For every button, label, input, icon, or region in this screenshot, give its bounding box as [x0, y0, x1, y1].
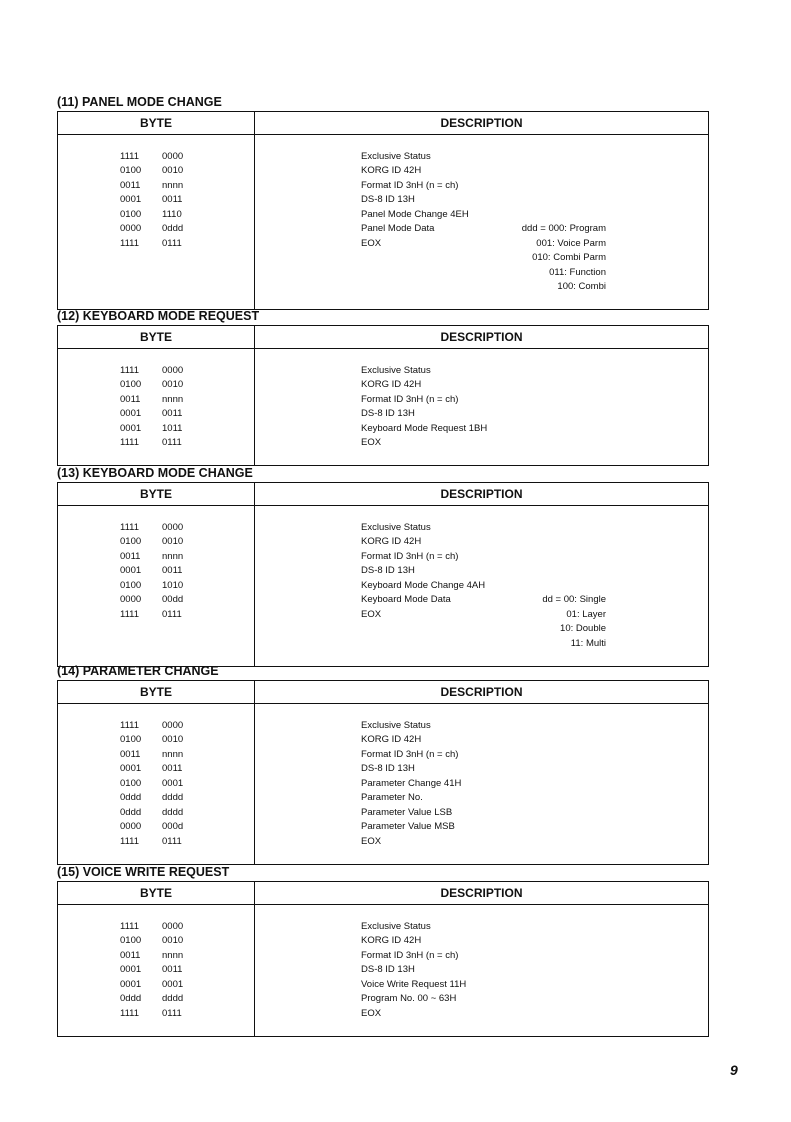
table-row — [58, 436, 709, 451]
description-text: KORG ID 42H — [361, 734, 422, 745]
page-number: 9 — [730, 1062, 738, 1078]
description-text: EOX — [361, 1007, 382, 1019]
byte-low-nibble: 0000 — [162, 920, 184, 932]
byte-low-nibble: 0111 — [162, 835, 182, 847]
table-row — [58, 378, 709, 393]
table-row — [58, 963, 709, 978]
byte-high-nibble: 0ddd — [120, 806, 142, 818]
value-note: 10: Double — [560, 623, 606, 634]
section-title: (13) KEYBOARD MODE CHANGE — [57, 466, 253, 480]
byte-high-nibble: 0011 — [120, 179, 141, 191]
byte-high-nibble: 0011 — [120, 393, 141, 405]
byte-low-nibble: nnnn — [162, 393, 184, 405]
byte-high-nibble: 0000 — [120, 594, 142, 605]
byte-high-nibble: 1111 — [120, 719, 140, 731]
description-text: Exclusive Status — [361, 364, 431, 376]
description-text: Exclusive Status — [361, 719, 431, 731]
byte-high-nibble: 0001 — [120, 194, 142, 205]
table-row — [58, 777, 709, 792]
description-text: Format ID 3nH (n = ch) — [361, 550, 459, 562]
description-text: Keyboard Mode Change 4AH — [361, 579, 486, 591]
description-text: Parameter Change 41H — [361, 777, 462, 789]
description-text: Parameter No. — [361, 792, 423, 803]
table-row — [58, 593, 709, 608]
description-column-header: DESCRIPTION — [255, 112, 709, 135]
description-column-header: DESCRIPTION — [255, 483, 709, 506]
byte-low-nibble: 00dd — [162, 594, 184, 605]
byte-column-header: BYTE — [58, 326, 255, 349]
byte-low-nibble: 0111 — [162, 437, 182, 448]
table-row — [58, 978, 709, 993]
byte-low-nibble: 0011 — [162, 408, 183, 419]
byte-low-nibble: nnnn — [162, 179, 184, 191]
byte-column-header: BYTE — [58, 681, 255, 704]
byte-high-nibble: 0011 — [120, 550, 141, 562]
description-text: Keyboard Mode Data — [361, 594, 451, 605]
description-text: DS-8 ID 13H — [361, 964, 415, 975]
byte-high-nibble: 1111 — [120, 1007, 140, 1019]
byte-high-nibble: 0100 — [120, 536, 142, 547]
table-row — [58, 407, 709, 422]
table-row — [58, 637, 709, 652]
byte-high-nibble: 0000 — [120, 821, 142, 832]
table-row — [58, 748, 709, 763]
section-title: (15) VOICE WRITE REQUEST — [57, 865, 230, 879]
description-text: KORG ID 42H — [361, 165, 422, 176]
description-column-header: DESCRIPTION — [255, 882, 709, 905]
byte-high-nibble: 0001 — [120, 565, 142, 576]
table-row — [58, 164, 709, 179]
byte-column-header: BYTE — [58, 112, 255, 135]
description-text: EOX — [361, 437, 382, 448]
byte-low-nibble: nnnn — [162, 550, 184, 562]
byte-low-nibble: 0010 — [162, 935, 184, 946]
byte-low-nibble: 0001 — [162, 777, 184, 789]
byte-high-nibble: 0001 — [120, 978, 142, 990]
value-note: 001: Voice Parm — [536, 237, 606, 249]
byte-high-nibble: 0100 — [120, 208, 142, 220]
byte-low-nibble: 0010 — [162, 734, 184, 745]
table-row — [58, 208, 709, 223]
description-text: Parameter Value MSB — [361, 821, 455, 832]
byte-high-nibble: 1111 — [120, 521, 140, 533]
byte-low-nibble: 1011 — [162, 422, 183, 434]
table-row — [58, 280, 709, 295]
byte-column-header: BYTE — [58, 483, 255, 506]
description-text: DS-8 ID 13H — [361, 194, 415, 205]
description-text: Keyboard Mode Request 1BH — [361, 422, 488, 434]
table-row — [58, 193, 709, 208]
description-text: EOX — [361, 237, 382, 249]
byte-high-nibble: 0000 — [120, 223, 142, 234]
byte-low-nibble: 0001 — [162, 978, 184, 990]
description-text: DS-8 ID 13H — [361, 763, 415, 774]
description-text: Exclusive Status — [361, 521, 431, 533]
description-text: DS-8 ID 13H — [361, 565, 415, 576]
description-text: Format ID 3nH (n = ch) — [361, 393, 459, 405]
byte-low-nibble: 0111 — [162, 1007, 182, 1019]
table-row — [58, 835, 709, 850]
byte-high-nibble: 1111 — [120, 237, 140, 249]
byte-low-nibble: 0010 — [162, 165, 184, 176]
message-table — [57, 325, 709, 466]
byte-low-nibble: 000d — [162, 821, 184, 832]
table-row — [58, 1007, 709, 1022]
byte-low-nibble: 0ddd — [162, 223, 184, 234]
table-row — [58, 806, 709, 821]
byte-high-nibble: 0011 — [120, 748, 141, 760]
value-note: ddd = 000: Program — [521, 223, 606, 234]
byte-column-header: BYTE — [58, 882, 255, 905]
table-row — [58, 791, 709, 806]
table-row — [58, 150, 709, 165]
table-row — [58, 266, 709, 281]
table-row — [58, 521, 709, 536]
table-row — [58, 992, 709, 1007]
section — [57, 464, 709, 667]
byte-low-nibble: dddd — [162, 993, 184, 1004]
section-title: (12) KEYBOARD MODE REQUEST — [57, 309, 260, 323]
description-text: KORG ID 42H — [361, 536, 422, 547]
description-text: Format ID 3nH (n = ch) — [361, 949, 459, 961]
table-row — [58, 719, 709, 734]
byte-high-nibble: 0100 — [120, 777, 142, 789]
description-text: Format ID 3nH (n = ch) — [361, 179, 459, 191]
value-note: 100: Combi — [557, 281, 606, 292]
byte-low-nibble: 0011 — [162, 565, 183, 576]
byte-low-nibble: 0111 — [162, 237, 182, 249]
byte-high-nibble: 0100 — [120, 379, 142, 390]
table-row — [58, 934, 709, 949]
table-row — [58, 820, 709, 835]
byte-high-nibble: 1111 — [120, 920, 140, 932]
value-note: 11: Multi — [570, 637, 606, 649]
message-table — [57, 881, 709, 1037]
table-row — [58, 579, 709, 594]
section — [57, 307, 709, 466]
description-text: DS-8 ID 13H — [361, 408, 415, 419]
table-row — [58, 608, 709, 623]
description-text: EOX — [361, 835, 382, 847]
message-table — [57, 111, 709, 310]
description-text: Exclusive Status — [361, 920, 431, 932]
byte-low-nibble: 0000 — [162, 719, 184, 731]
section — [57, 93, 709, 310]
byte-high-nibble: 0ddd — [120, 993, 142, 1004]
byte-high-nibble: 0001 — [120, 964, 142, 975]
description-text: Panel Mode Data — [361, 223, 435, 234]
table-row — [58, 364, 709, 379]
byte-high-nibble: 0ddd — [120, 792, 142, 803]
byte-low-nibble: 0011 — [162, 194, 183, 205]
value-note: dd = 00: Single — [542, 594, 606, 605]
byte-low-nibble: 0000 — [162, 150, 184, 162]
description-text: KORG ID 42H — [361, 935, 422, 946]
description-text: Parameter Value LSB — [361, 806, 453, 818]
byte-low-nibble: 0111 — [162, 608, 182, 620]
table-row — [58, 251, 709, 266]
description-text: Voice Write Request 11H — [361, 978, 467, 990]
value-note: 010: Combi Parm — [532, 252, 606, 263]
byte-high-nibble: 1111 — [120, 150, 140, 162]
byte-low-nibble: 0011 — [162, 763, 183, 774]
byte-high-nibble: 0011 — [120, 949, 141, 961]
table-row — [58, 179, 709, 194]
table-row — [58, 550, 709, 565]
byte-high-nibble: 0100 — [120, 935, 142, 946]
byte-low-nibble: 0000 — [162, 364, 184, 376]
section — [57, 863, 709, 1037]
description-text: EOX — [361, 608, 382, 620]
table-row — [58, 222, 709, 237]
section — [57, 662, 709, 865]
section-title: (14) PARAMETER CHANGE — [57, 664, 219, 678]
table-row — [58, 237, 709, 252]
byte-low-nibble: 1010 — [162, 579, 184, 591]
table-row — [58, 762, 709, 777]
byte-high-nibble: 0100 — [120, 734, 142, 745]
description-text: Exclusive Status — [361, 150, 431, 162]
value-note: 011: Function — [549, 266, 606, 278]
byte-high-nibble: 1111 — [120, 608, 140, 620]
byte-high-nibble: 0100 — [120, 579, 142, 591]
message-table — [57, 680, 709, 865]
section-title: (11) PANEL MODE CHANGE — [57, 95, 222, 109]
byte-low-nibble: 1110 — [162, 208, 182, 220]
description-text: Panel Mode Change 4EH — [361, 208, 469, 220]
table-row — [58, 393, 709, 408]
byte-high-nibble: 1111 — [120, 364, 140, 376]
byte-high-nibble: 0001 — [120, 422, 142, 434]
byte-high-nibble: 1111 — [120, 835, 140, 847]
byte-high-nibble: 0100 — [120, 165, 142, 176]
table-row — [58, 949, 709, 964]
byte-low-nibble: nnnn — [162, 748, 184, 760]
byte-low-nibble: nnnn — [162, 949, 184, 961]
byte-low-nibble: 0010 — [162, 379, 184, 390]
value-note: 01: Layer — [566, 608, 606, 620]
description-text: Program No. 00 ~ 63H — [361, 993, 457, 1004]
byte-low-nibble: 0011 — [162, 964, 183, 975]
byte-low-nibble: 0000 — [162, 521, 184, 533]
description-text: KORG ID 42H — [361, 379, 422, 390]
description-column-header: DESCRIPTION — [255, 681, 709, 704]
description-text: Format ID 3nH (n = ch) — [361, 748, 459, 760]
table-row — [58, 733, 709, 748]
table-row — [58, 564, 709, 579]
byte-high-nibble: 0001 — [120, 763, 142, 774]
byte-high-nibble: 1111 — [120, 437, 140, 448]
byte-low-nibble: dddd — [162, 792, 184, 803]
table-row — [58, 422, 709, 437]
byte-low-nibble: dddd — [162, 806, 184, 818]
byte-low-nibble: 0010 — [162, 536, 184, 547]
description-column-header: DESCRIPTION — [255, 326, 709, 349]
message-table — [57, 482, 709, 667]
table-row — [58, 622, 709, 637]
byte-high-nibble: 0001 — [120, 408, 142, 419]
table-row — [58, 535, 709, 550]
table-row — [58, 920, 709, 935]
